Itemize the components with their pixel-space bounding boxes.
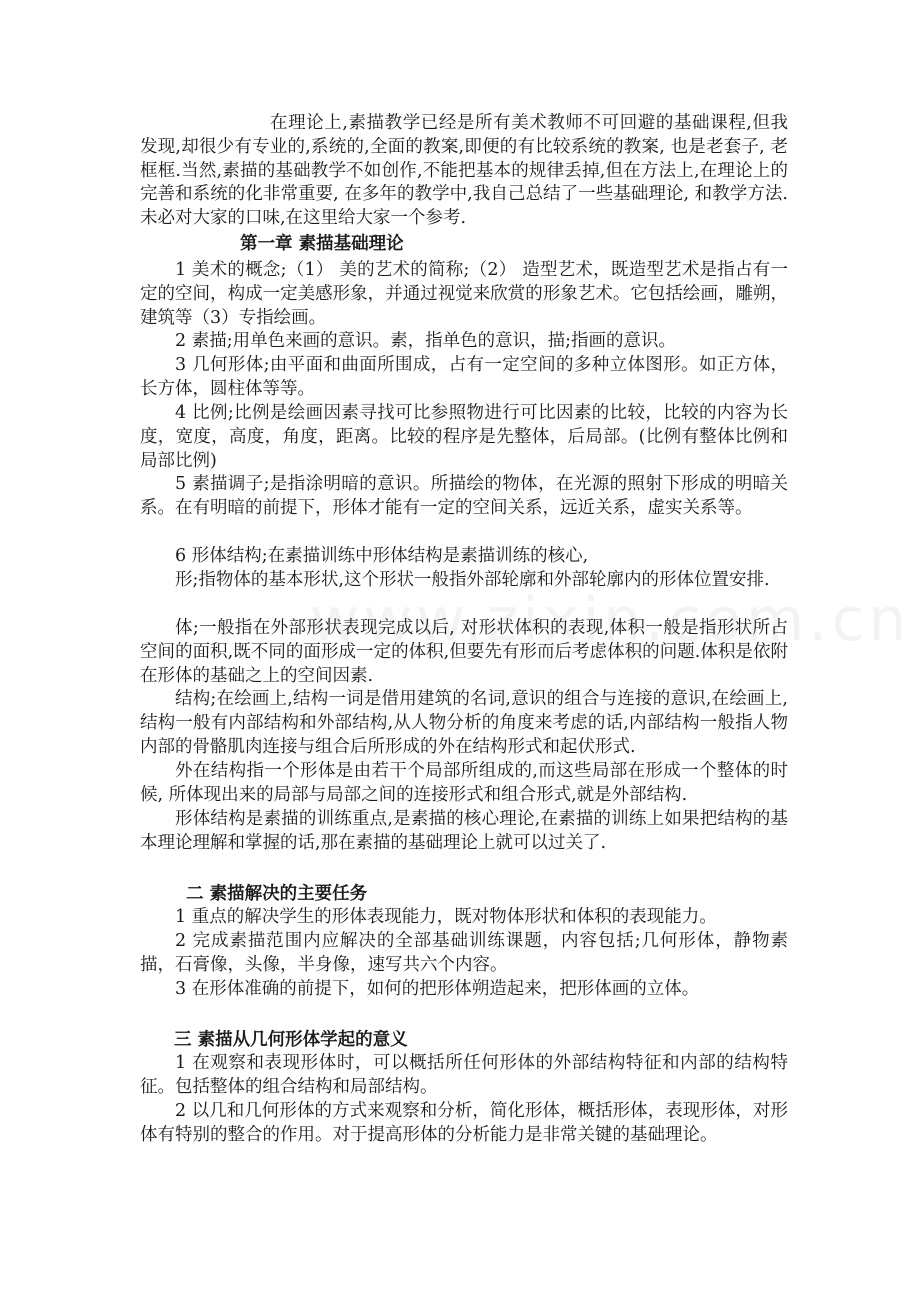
intro-paragraph: 在理论上,素描教学已经是所有美术教师不可回避的基础课程,但我发现,却很少有专业的,系统的,全面的教案,即便的有比较系统的教案, 也是老套子, 老框框.当然,素描的基础教学不如创作,不能把基本的规律丢掉,但在方法上,在理论上的完善和系统的化非常重要, 在多年的教学中,我自己总结了一些基础理论, 和教学方法.未必对大家的口味,在这里给大家一个参考.	[140, 113, 788, 229]
chapter-1-item-1: 1 美术的概念;（1） 美的艺术的简称;（2） 造型艺术，既造型艺术是指占有一定的空间，构成一定美感形象，并通过视觉来欣赏的形象艺术。它包括绘画，雕朔，建筑等（3）专指绘画。	[140, 260, 788, 328]
chapter-1-form-paragraph: 形;指物体的基本形状,这个形状一般指外部轮廓和外部轮廓内的形体位置安排.	[175, 570, 770, 590]
section-2-heading: 二 素描解决的主要任务	[186, 884, 368, 904]
chapter-1-item-5: 5 素描调子;是指涂明暗的意识。所描绘的物体，在光源的照射下形成的明暗关系。在有明暗的前提下，形体才能有一定的空间关系，远近关系，虚实关系等。	[140, 474, 788, 518]
section-3-item-2: 2 以几和几何形体的方式来观察和分析，简化形体，概括形体，表现形体，对形体有特别的整合的作用。对于提高形体的分析能力是非常关键的基础理论。	[140, 1101, 788, 1145]
chapter-1-item-6: 6 形体结构;在素描训练中形体结构是素描训练的核心,	[175, 546, 589, 566]
chapter-1-form-structure-paragraph: 形体结构是素描的训练重点,是素描的核心理论,在素描的训练上如果把结构的基本理论理解和掌握的话,那在素描的基础理论上就可以过关了.	[140, 809, 788, 853]
chapter-1-volume-paragraph: 体;一般指在外部形状表现完成以后, 对形状体积的表现,体积一般是指形状所占空间的面积,既不同的面形成一定的体积,但要先有形而后考虑体积的问题.体积是依附在形体的基础之上的空间因素.	[140, 618, 788, 686]
section-2-item-2: 2 完成素描范围内应解决的全部基础训练课题，内容包括;几何形体，静物素描，石膏像，头像，半身像，速写共六个内容。	[140, 931, 788, 975]
section-3-heading: 三 素描从几何形体学起的意义	[174, 1030, 408, 1050]
chapter-1-item-4: 4 比例;比例是绘画因素寻找可比参照物进行可比因素的比较，比较的内容为长度，宽度，高度，角度，距离。比较的程序是先整体，后局部。(比例有整体比例和局部比例)	[140, 403, 788, 471]
chapter-1-structure-paragraph: 结构;在绘画上,结构一词是借用建筑的名词,意识的组合与连接的意识,在绘画上,结构一般有内部结构和外部结构,从人物分析的角度来考虑的话,内部结构一般指人物内部的骨骼肌肉连接与组合后所形成的外在结构形式和起伏形式.	[140, 689, 788, 757]
section-2-item-3: 3 在形体准确的前提下，如何的把形体朔造起来，把形体画的立体。	[175, 979, 700, 999]
chapter-1-heading: 第一章 素描基础理论	[240, 234, 404, 254]
section-2-item-1: 1 重点的解决学生的形体表现能力，既对物体形状和体积的表现能力。	[175, 907, 717, 927]
chapter-1-item-2: 2 素描;用单色来画的意识。素，指单色的意识，描;指画的意识。	[175, 331, 676, 351]
chapter-1-external-structure-paragraph: 外在结构指一个形体是由若干个局部所组成的,而这些局部在形成一个整体的时候, 所体现出来的局部与局部之间的连接形式和组合形式,就是外部结构.	[140, 761, 788, 805]
chapter-1-item-3: 3 几何形体;由平面和曲面所围成，占有一定空间的多种立体图形。如正方体，长方体，圆柱体等等。	[140, 355, 788, 399]
section-3-item-1: 1 在观察和表现形体时，可以概括所任何形体的外部结构特征和内部的结构特征。包括整体的组合结构和局部结构。	[140, 1053, 788, 1097]
